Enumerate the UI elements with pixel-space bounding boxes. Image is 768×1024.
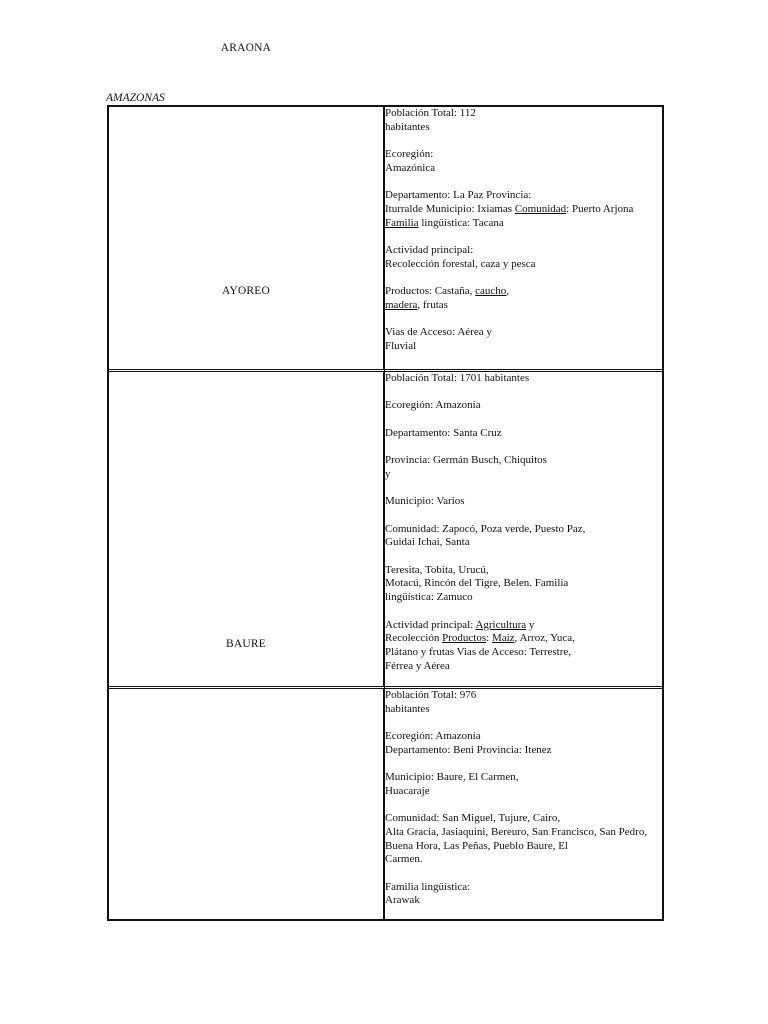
text-line: y	[385, 467, 391, 480]
group-info-cell	[385, 686, 662, 919]
group-name-cell	[109, 638, 385, 919]
text-line: Teresita, Tobita, Urucú,	[385, 563, 489, 576]
text-line: Familia lingüística: Tacana	[385, 216, 504, 229]
text-line: Alta Gracia, Jasiaquini, Bereuro, San Francisco, San Pedro,	[385, 825, 648, 838]
location-paragraph	[385, 189, 662, 230]
ecoregion-paragraph	[385, 399, 662, 413]
text-line: Motacú, Rincón del Tigre, Belen. Familia	[385, 577, 569, 590]
text-line: Familia lingüística:	[385, 880, 471, 893]
language-family-paragraph	[385, 881, 662, 908]
text-line: Iturralde Municipio: Ixiamas Comunidad: Puerto Arjona	[385, 202, 634, 215]
table-row	[109, 107, 662, 369]
text-line: Vias de Acceso: Aérea y	[385, 326, 492, 339]
text-line: Huacaraje	[385, 784, 430, 797]
text-line: Municipio: Baure, El Carmen,	[385, 771, 519, 784]
group-name: BAURE	[226, 638, 266, 650]
text-line: Departamento: Santa Cruz	[385, 426, 502, 439]
text-line: lingüística: Zamuco	[385, 591, 473, 604]
text-line: Provincia: Germán Busch, Chiquitos	[385, 454, 547, 467]
text-line: madera, frutas	[385, 298, 448, 311]
province-paragraph	[385, 454, 662, 481]
population-paragraph	[385, 689, 662, 716]
text-line: Ecoregión: Amazonía	[385, 399, 481, 412]
text-line: Ecoregión:	[385, 148, 434, 161]
text-line: Arawak	[385, 894, 420, 907]
department-paragraph	[385, 427, 662, 441]
text-line: Carmen.	[385, 853, 423, 866]
text-line: Recolección Productos: Maiz, Arroz, Yuca,	[385, 632, 575, 645]
municipality-paragraph	[385, 495, 662, 509]
section-heading: AMAZONAS	[106, 92, 165, 104]
text-line: Productos: Castaña, caucho,	[385, 285, 510, 298]
table-row	[109, 686, 662, 919]
text-line: Departamento: La Paz Provincia:	[385, 189, 532, 202]
text-line: Población Total: 1701 habitantes	[385, 372, 530, 384]
text-line: Departamento: Beni Provincia: Itenez	[385, 743, 552, 756]
group-name: AYOREO	[221, 285, 271, 297]
community-continued-paragraph	[385, 564, 662, 605]
group-info-cell	[385, 107, 662, 369]
text-line: Actividad principal:	[385, 243, 474, 256]
text-line: Amazónica	[385, 161, 436, 174]
products-paragraph	[385, 285, 662, 312]
group-info-cell	[385, 369, 662, 686]
ecoregion-paragraph	[385, 148, 662, 175]
text-line: Ecoregión: Amazonía	[385, 730, 481, 743]
text-line: habitantes	[385, 120, 430, 133]
text-line: Plátano y frutas Vias de Acceso: Terrestre,	[385, 645, 572, 658]
municipality-paragraph	[385, 771, 662, 798]
table-row	[109, 369, 662, 686]
text-line: Municipio: Varios	[385, 495, 465, 508]
text-line: Buena Hora, Las Peñas, Pueblo Baure, El	[385, 839, 568, 852]
access-paragraph	[385, 326, 662, 353]
activity-paragraph	[385, 244, 662, 271]
text-line: Férrea y Aérea	[385, 659, 450, 672]
community-paragraph	[385, 812, 662, 867]
community-paragraph	[385, 523, 662, 550]
text-line: Comunidad: Zapocó, Poza verde, Puesto Paz,	[385, 522, 586, 535]
text-line: habitantes	[385, 702, 430, 715]
text-line: Guidai Ichai, Santa	[385, 536, 470, 549]
activity-paragraph	[385, 619, 662, 674]
text-line: Recolección forestal, caza y pesca	[385, 257, 536, 270]
population-paragraph	[385, 372, 662, 386]
population-paragraph	[385, 107, 662, 134]
text-line: Comunidad: San Miguel, Tujure, Cairo,	[385, 812, 561, 825]
ecoregion-paragraph	[385, 730, 662, 757]
text-line: Población Total: 112	[385, 107, 476, 119]
text-line: Población Total: 976	[385, 689, 477, 701]
text-line: Fluvial	[385, 339, 417, 352]
text-line: Actividad principal: Agricultura y	[385, 618, 535, 631]
group-name: ARAONA	[220, 42, 272, 54]
